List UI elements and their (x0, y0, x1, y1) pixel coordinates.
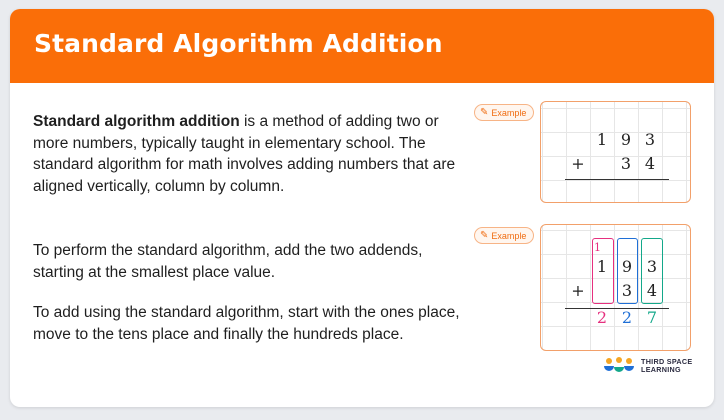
sum-line (565, 179, 669, 180)
digit-ones: 4 (646, 281, 658, 300)
third-space-learning-logo (603, 356, 693, 376)
slide-card (10, 9, 714, 407)
digit-tens: 9 (620, 130, 632, 149)
intro-text: is a method of adding two or more numbers, typically taught in elementary school. The standard algorithm for math involves adding numbers that are aligned vertically, column by column. (33, 113, 456, 195)
example-tag-2 (474, 227, 534, 244)
bold-term: Standard algorithm addition (33, 113, 240, 130)
logo-text (641, 358, 693, 375)
logo-line-1: THIRD SPACE (641, 356, 693, 366)
example-grid-2 (540, 224, 691, 351)
place-value-paragraph: To add using the standard algorithm, start with the ones place, move to the tens place and finally the hundreds place. (33, 304, 460, 343)
result-tens: 2 (621, 308, 633, 327)
digit-hundreds: 1 (596, 257, 608, 276)
title-banner (10, 9, 714, 83)
example-label: Example (491, 230, 527, 241)
digit-ones: 4 (644, 154, 656, 173)
result-ones: 7 (646, 308, 658, 327)
result-hundreds: 2 (596, 308, 608, 327)
digit-hundreds: 1 (596, 130, 608, 149)
digit-tens: 3 (620, 154, 632, 173)
pencil-icon: ✎ (480, 106, 489, 118)
example-grid-1 (540, 101, 691, 203)
page-title: Standard Algorithm Addition (34, 29, 443, 58)
carry-digit: 1 (594, 241, 601, 254)
plus-sign: + (571, 281, 585, 300)
pencil-icon: ✎ (480, 229, 489, 241)
logo-icon (603, 356, 635, 376)
logo-line-2: LEARNING (641, 365, 681, 374)
digit-tens: 9 (621, 257, 633, 276)
digit-ones: 3 (646, 257, 658, 276)
digit-tens: 3 (621, 281, 633, 300)
digit-ones: 3 (644, 130, 656, 149)
example-label: Example (491, 107, 527, 118)
plus-sign: + (571, 154, 585, 173)
procedure-paragraph: To perform the standard algorithm, add the two addends, starting at the smallest place value. (33, 242, 423, 281)
example-tag-1 (474, 104, 534, 121)
intro-paragraph (33, 111, 463, 197)
